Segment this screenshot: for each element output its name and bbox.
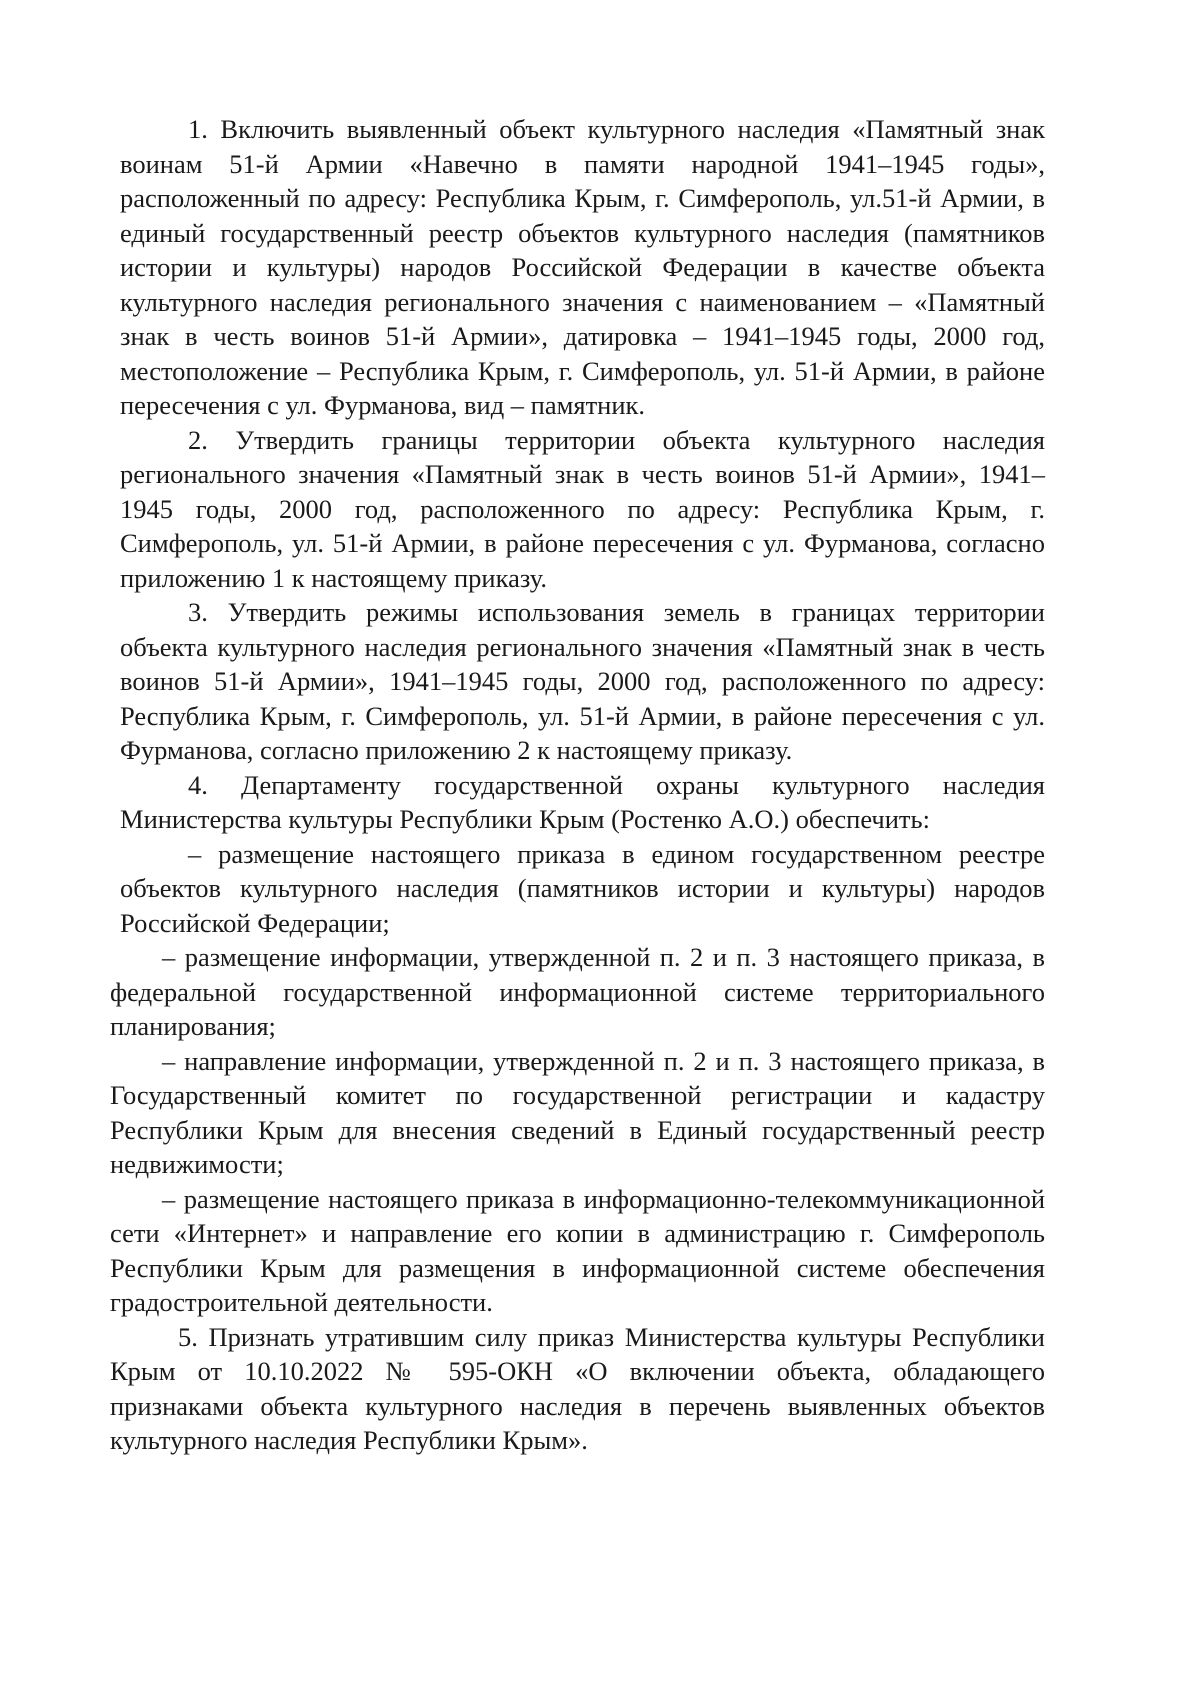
subitem-federal-system: – размещение информации, утвержденной п. 2 и п. 3 настоящего приказа, в федеральной государственной информационной системе территориального планирования; bbox=[110, 942, 1045, 1041]
paragraph-item-2: 2. Утвердить границы территории объекта культурного наследия регионального значения «Памятный знак в честь воинов 51-й Армии», 1941–1945 годы, 2000 год, расположенного по адресу: Республика Крым, г. Симферополь, ул. 51-й Армии, в районе пересечения с ул. Фурманова, согласно приложению 1 к настоящему приказу. bbox=[120, 424, 1045, 593]
paragraph-item-1: 1. Включить выявленный объект культурного наследия «Памятный знак воинам 51-й Армии «Навечно в памяти народной 1941–1945 годы», расположенный по адресу: Республика Крым, г. Симферополь, ул.51-й Армии, в единый государственный реестр объектов культурного наследия (памятников истории и культуры) народов Российской Федерации в качестве объекта культурного наследия регионального значения с наименованием – «Памятный знак в честь воинов 51-й Армии», датировка – 1941–1945 годы, 2000 год, местоположение – Республика Крым, г. Симферополь, ул. 51-й Армии, в районе пересечения с ул. Фурманова, вид – памятник. bbox=[120, 114, 1045, 420]
paragraph-item-4: 4. Департаменту государственной охраны культурного наследия Министерства культуры Республики Крым (Ростенко А.О.) обеспечить: bbox=[120, 769, 1045, 834]
subitem-internet-placement: – размещение настоящего приказа в информационно-телекоммуникационной сети «Интернет» и направление его копии в администрацию г. Симферополь Республики Крым для размещения в информационной системе обеспечения градостроительной деятельности. bbox=[110, 1183, 1045, 1317]
document-page bbox=[110, 112, 1045, 1458]
paragraph-item-5: 5. Признать утратившим силу приказ Министерства культуры Республики Крым от 10.10.2022 № 595-ОКН «О включении объекта, обладающего признаками объекта культурного наследия в перечень выявленных объектов культурного наследия Республики Крым». bbox=[110, 1321, 1045, 1455]
subitems-list bbox=[110, 940, 1045, 1458]
paragraph-item-3: 3. Утвердить режимы использования земель в границах территории объекта культурного наследия регионального значения «Памятный знак в честь воинов 51-й Армии», 1941–1945 годы, 2000 год, расположенного по адресу: Республика Крым, г. Симферополь, ул. 51-й Армии, в районе пересечения с ул. Фурманова, согласно приложению 2 к настоящему приказу. bbox=[120, 597, 1045, 765]
subitem-registry-placement: – размещение настоящего приказа в едином государственном реестре объектов культурного наследия (памятников истории и культуры) народов Российской Федерации; bbox=[120, 838, 1045, 938]
subitem-state-committee: – направление информации, утвержденной п. 2 и п. 3 настоящего приказа, в Государственный комитет по государственной регистрации и кадастру Республики Крым для внесения сведений в Единый государственный реестр недвижимости; bbox=[110, 1045, 1045, 1179]
